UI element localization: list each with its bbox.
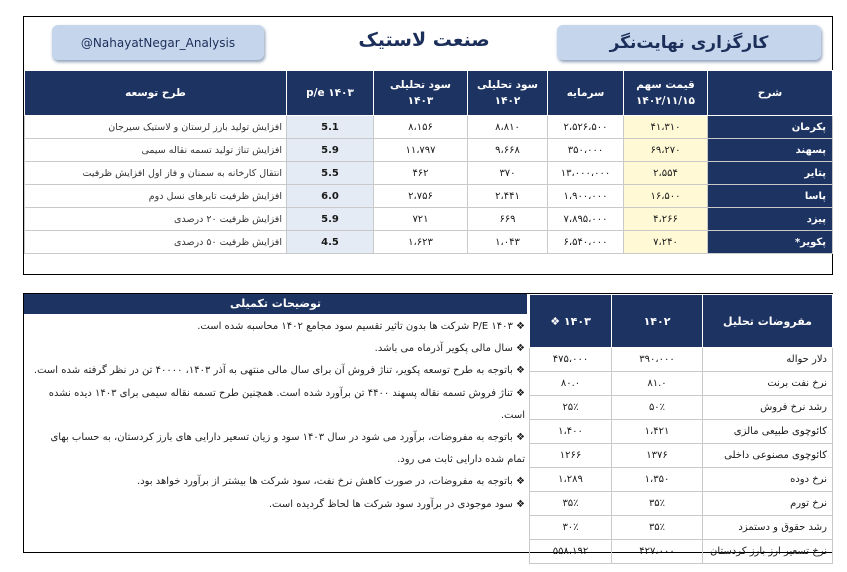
- value-1402: ۳۵٪: [612, 492, 703, 516]
- note-text: تناژ فروش تسمه نقاله پسهند ۴۴۰۰ تن برآورد شده است. همچنین طرح تسمه نقاله سیمی برای ۱۴۰۳ دیده نشده است.: [48, 387, 525, 421]
- table-row: [25, 208, 833, 231]
- list-item: ❖ باتوجه به مفروضات، در صورت کاهش نرخ نفت، سود شرکت ها بیشتر از برآورد خواهد بود.: [137, 476, 525, 488]
- table-row: [25, 116, 833, 139]
- value-1402: ۱۳۷۶: [612, 444, 703, 468]
- list-item: ❖ باتوجه به طرح توسعه پکویر، تناژ فروش آن برای سال مالی منتهی به آذر ۱۴۰۳، ۴۰۰۰۰ تن در نظر گرفته شده است.: [33, 365, 525, 377]
- value-1403: ۴۷۵،۰۰۰: [530, 348, 612, 372]
- list-item: ❖ سال مالی پکویر آذرماه می باشد.: [374, 343, 525, 355]
- value-1403: ۸۰.۰: [530, 372, 612, 396]
- value-1403: ۱،۴۰۰: [530, 420, 612, 444]
- value-1403: ۱،۲۸۹: [530, 468, 612, 492]
- value-1403: ۲۵٪: [530, 396, 612, 420]
- plan-cell: افزایش ظرفیت تایرهای نسل دوم: [25, 185, 287, 208]
- list-item: ❖ P/E ۱۴۰۳ شرکت ها بدون تاثیر تقسیم سود مجامع ۱۴۰۲ محاسبه شده است.: [197, 321, 525, 332]
- pe-cell: 5.9: [287, 139, 374, 162]
- table-row: [530, 348, 833, 372]
- plan-cell: انتقال کارخانه به سمنان و فاز اول افزایش ظرفیت: [25, 162, 287, 185]
- col-eps-1403: سود تحلیلی ۱۴۰۳: [374, 71, 468, 116]
- table-row: [530, 516, 833, 540]
- table-row: [25, 139, 833, 162]
- assumption-label: نرخ نفت برنت: [703, 372, 833, 396]
- symbol-cell: پیزد: [708, 208, 833, 231]
- list-item: ❖ تناژ فروش تسمه نقاله پسهند ۴۴۰۰ تن برآورد شده است. همچنین طرح تسمه نقاله سیمی برای ۱۴۰۳ دیده نشده است.: [48, 387, 525, 421]
- value-1402: ۳۵٪: [612, 516, 703, 540]
- table-row: [25, 185, 833, 208]
- note-text: سود موجودی در برآورد سود شرکت ها لحاظ گردیده است.: [268, 498, 513, 510]
- plan-cell: افزایش تولید بارز لرستان و لاستیک سیرجان: [25, 116, 287, 139]
- details-panel: [23, 293, 833, 557]
- eps-1403-cell: ۲،۷۵۶: [374, 185, 468, 208]
- col-1403: ❖ ۱۴۰۳: [530, 295, 612, 348]
- eps-1402-cell: ۶۶۹: [468, 208, 548, 231]
- eps-1403-cell: ۷۲۱: [374, 208, 468, 231]
- note-text: باتوجه به مفروضات، در صورت کاهش نرخ نفت، سود شرکت ها بیشتر از برآورد خواهد بود.: [137, 476, 513, 488]
- value-1402: ۴۲۷،۰۰۰: [612, 540, 703, 564]
- note-text: سال مالی پکویر آذرماه می باشد.: [374, 343, 513, 355]
- assumption-label: نرخ تسعیر ارز بارز کردستان: [703, 540, 833, 564]
- symbol-cell: پاسا: [708, 185, 833, 208]
- col-pe: p/e ۱۴۰۳: [287, 71, 374, 116]
- table-row: [25, 231, 833, 254]
- list-item: ❖ سود موجودی در برآورد سود شرکت ها لحاظ گردیده است.: [268, 498, 525, 510]
- price-cell: ۷،۲۴۰: [624, 231, 708, 254]
- plan-cell: افزایش تناژ تولید تسمه نقاله سیمی: [25, 139, 287, 162]
- stocks-table: [24, 70, 833, 254]
- value-1403: ۳۰٪: [530, 516, 612, 540]
- assumptions-header-row: [530, 295, 833, 348]
- price-cell: ۴۱،۳۱۰: [624, 116, 708, 139]
- price-cell: ۱۶،۵۰۰: [624, 185, 708, 208]
- value-1403: ۵۵۸،۱۹۲: [530, 540, 612, 564]
- eps-1402-cell: ۱،۰۴۳: [468, 231, 548, 254]
- assumption-label: نرخ تورم: [703, 492, 833, 516]
- capital-cell: ۳۵۰،۰۰۰: [548, 139, 624, 162]
- list-item: ❖ باتوجه به مفروضات، برآورد می شود در سال ۱۴۰۳ سود و زیان تسعیر دارایی های بارز کردستان، به حساب بهای تمام شده دارایی ثابت می رود.: [50, 432, 525, 466]
- pe-cell: 4.5: [287, 231, 374, 254]
- note-text: باتوجه به مفروضات، برآورد می شود در سال ۱۴۰۳ سود و زیان تسعیر دارایی های بارز کردستان، به حساب بهای تمام شده دارایی ثابت می رود.: [50, 432, 525, 466]
- plan-cell: افزایش ظرفیت ۲۰ درصدی: [25, 208, 287, 231]
- price-cell: ۲،۵۵۴: [624, 162, 708, 185]
- capital-cell: ۶،۵۴۰،۰۰۰: [548, 231, 624, 254]
- notes-list: [30, 316, 525, 516]
- col-assumption: مفروضات تحلیل: [703, 295, 833, 348]
- value-1402: ۳۹۰،۰۰۰: [612, 348, 703, 372]
- eps-1402-cell: ۳۷۰: [468, 162, 548, 185]
- capital-cell: ۱۳،۰۰۰،۰۰۰: [548, 162, 624, 185]
- col-symbol: شرح: [708, 71, 833, 116]
- assumption-label: رشد نرخ فروش: [703, 396, 833, 420]
- table-header-row: [25, 71, 833, 116]
- value-1402: ۸۱.۰: [612, 372, 703, 396]
- assumption-label: نرخ دوده: [703, 468, 833, 492]
- symbol-cell: پکرمان: [708, 116, 833, 139]
- value-1402: ۵۰٪: [612, 396, 703, 420]
- col-capital: سرمایه: [548, 71, 624, 116]
- eps-1403-cell: ۴۶۲: [374, 162, 468, 185]
- capital-cell: ۱،۹۰۰،۰۰۰: [548, 185, 624, 208]
- value-1402: ۱،۴۲۱: [612, 420, 703, 444]
- capital-cell: ۷،۸۹۵،۰۰۰: [548, 208, 624, 231]
- note-text: P/E ۱۴۰۳ شرکت ها بدون تاثیر تقسیم سود مجامع ۱۴۰۲ محاسبه شده است.: [197, 321, 513, 332]
- plan-cell: افزایش ظرفیت ۵۰ درصدی: [25, 231, 287, 254]
- capital-cell: ۲،۵۲۶،۵۰۰: [548, 116, 624, 139]
- assumption-label: رشد حقوق و دستمزد: [703, 516, 833, 540]
- value-1402: ۱،۳۵۰: [612, 468, 703, 492]
- symbol-cell: پسهند: [708, 139, 833, 162]
- page-title: صنعت لاستیک: [358, 29, 490, 51]
- value-1403: ۱۲۶۶: [530, 444, 612, 468]
- eps-1402-cell: ۲،۴۴۱: [468, 185, 548, 208]
- symbol-cell: پکویر*: [708, 231, 833, 254]
- eps-1403-cell: ۱،۶۲۳: [374, 231, 468, 254]
- col-plan: طرح توسعه: [25, 71, 287, 116]
- table-row: [530, 492, 833, 516]
- col-1402: ۱۴۰۲: [612, 295, 703, 348]
- col-price: قیمت سهم ۱۴۰۲/۱۱/۱۵: [624, 71, 708, 116]
- note-text: باتوجه به طرح توسعه پکویر، تناژ فروش آن برای سال مالی منتهی به آذر ۱۴۰۳، ۴۰۰۰۰ تن در نظر گرفته شده است.: [33, 365, 513, 377]
- table-row: [530, 372, 833, 396]
- table-row: [25, 162, 833, 185]
- table-row: [530, 420, 833, 444]
- symbol-cell: پتایر: [708, 162, 833, 185]
- pe-cell: 5.5: [287, 162, 374, 185]
- summary-panel: [23, 16, 833, 275]
- price-cell: ۶۹،۲۷۰: [624, 139, 708, 162]
- price-cell: ۴،۲۶۶: [624, 208, 708, 231]
- table-row: [530, 468, 833, 492]
- assumption-label: کائوچوی طبیعی مالزی: [703, 420, 833, 444]
- pe-cell: 6.0: [287, 185, 374, 208]
- eps-1402-cell: ۹،۶۶۸: [468, 139, 548, 162]
- brand-handle: @NahayatNegar_Analysis: [52, 25, 264, 60]
- eps-1403-cell: ۸،۱۵۶: [374, 116, 468, 139]
- eps-1402-cell: ۸،۸۱۰: [468, 116, 548, 139]
- pe-cell: 5.1: [287, 116, 374, 139]
- table-row: [530, 396, 833, 420]
- assumptions-table: [529, 294, 833, 564]
- eps-1403-cell: ۱۱،۷۹۷: [374, 139, 468, 162]
- value-1403: ۳۵٪: [530, 492, 612, 516]
- notes-title: توضیحات تکمیلی: [24, 294, 527, 314]
- col-eps-1402: سود تحلیلی ۱۴۰۲: [468, 71, 548, 116]
- table-row: [530, 540, 833, 564]
- assumption-label: کائوچوی مصنوعی داخلی: [703, 444, 833, 468]
- assumption-label: دلار حواله: [703, 348, 833, 372]
- pe-cell: 5.9: [287, 208, 374, 231]
- company-name: کارگزاری نهایت‌نگر: [557, 25, 821, 60]
- table-row: [530, 444, 833, 468]
